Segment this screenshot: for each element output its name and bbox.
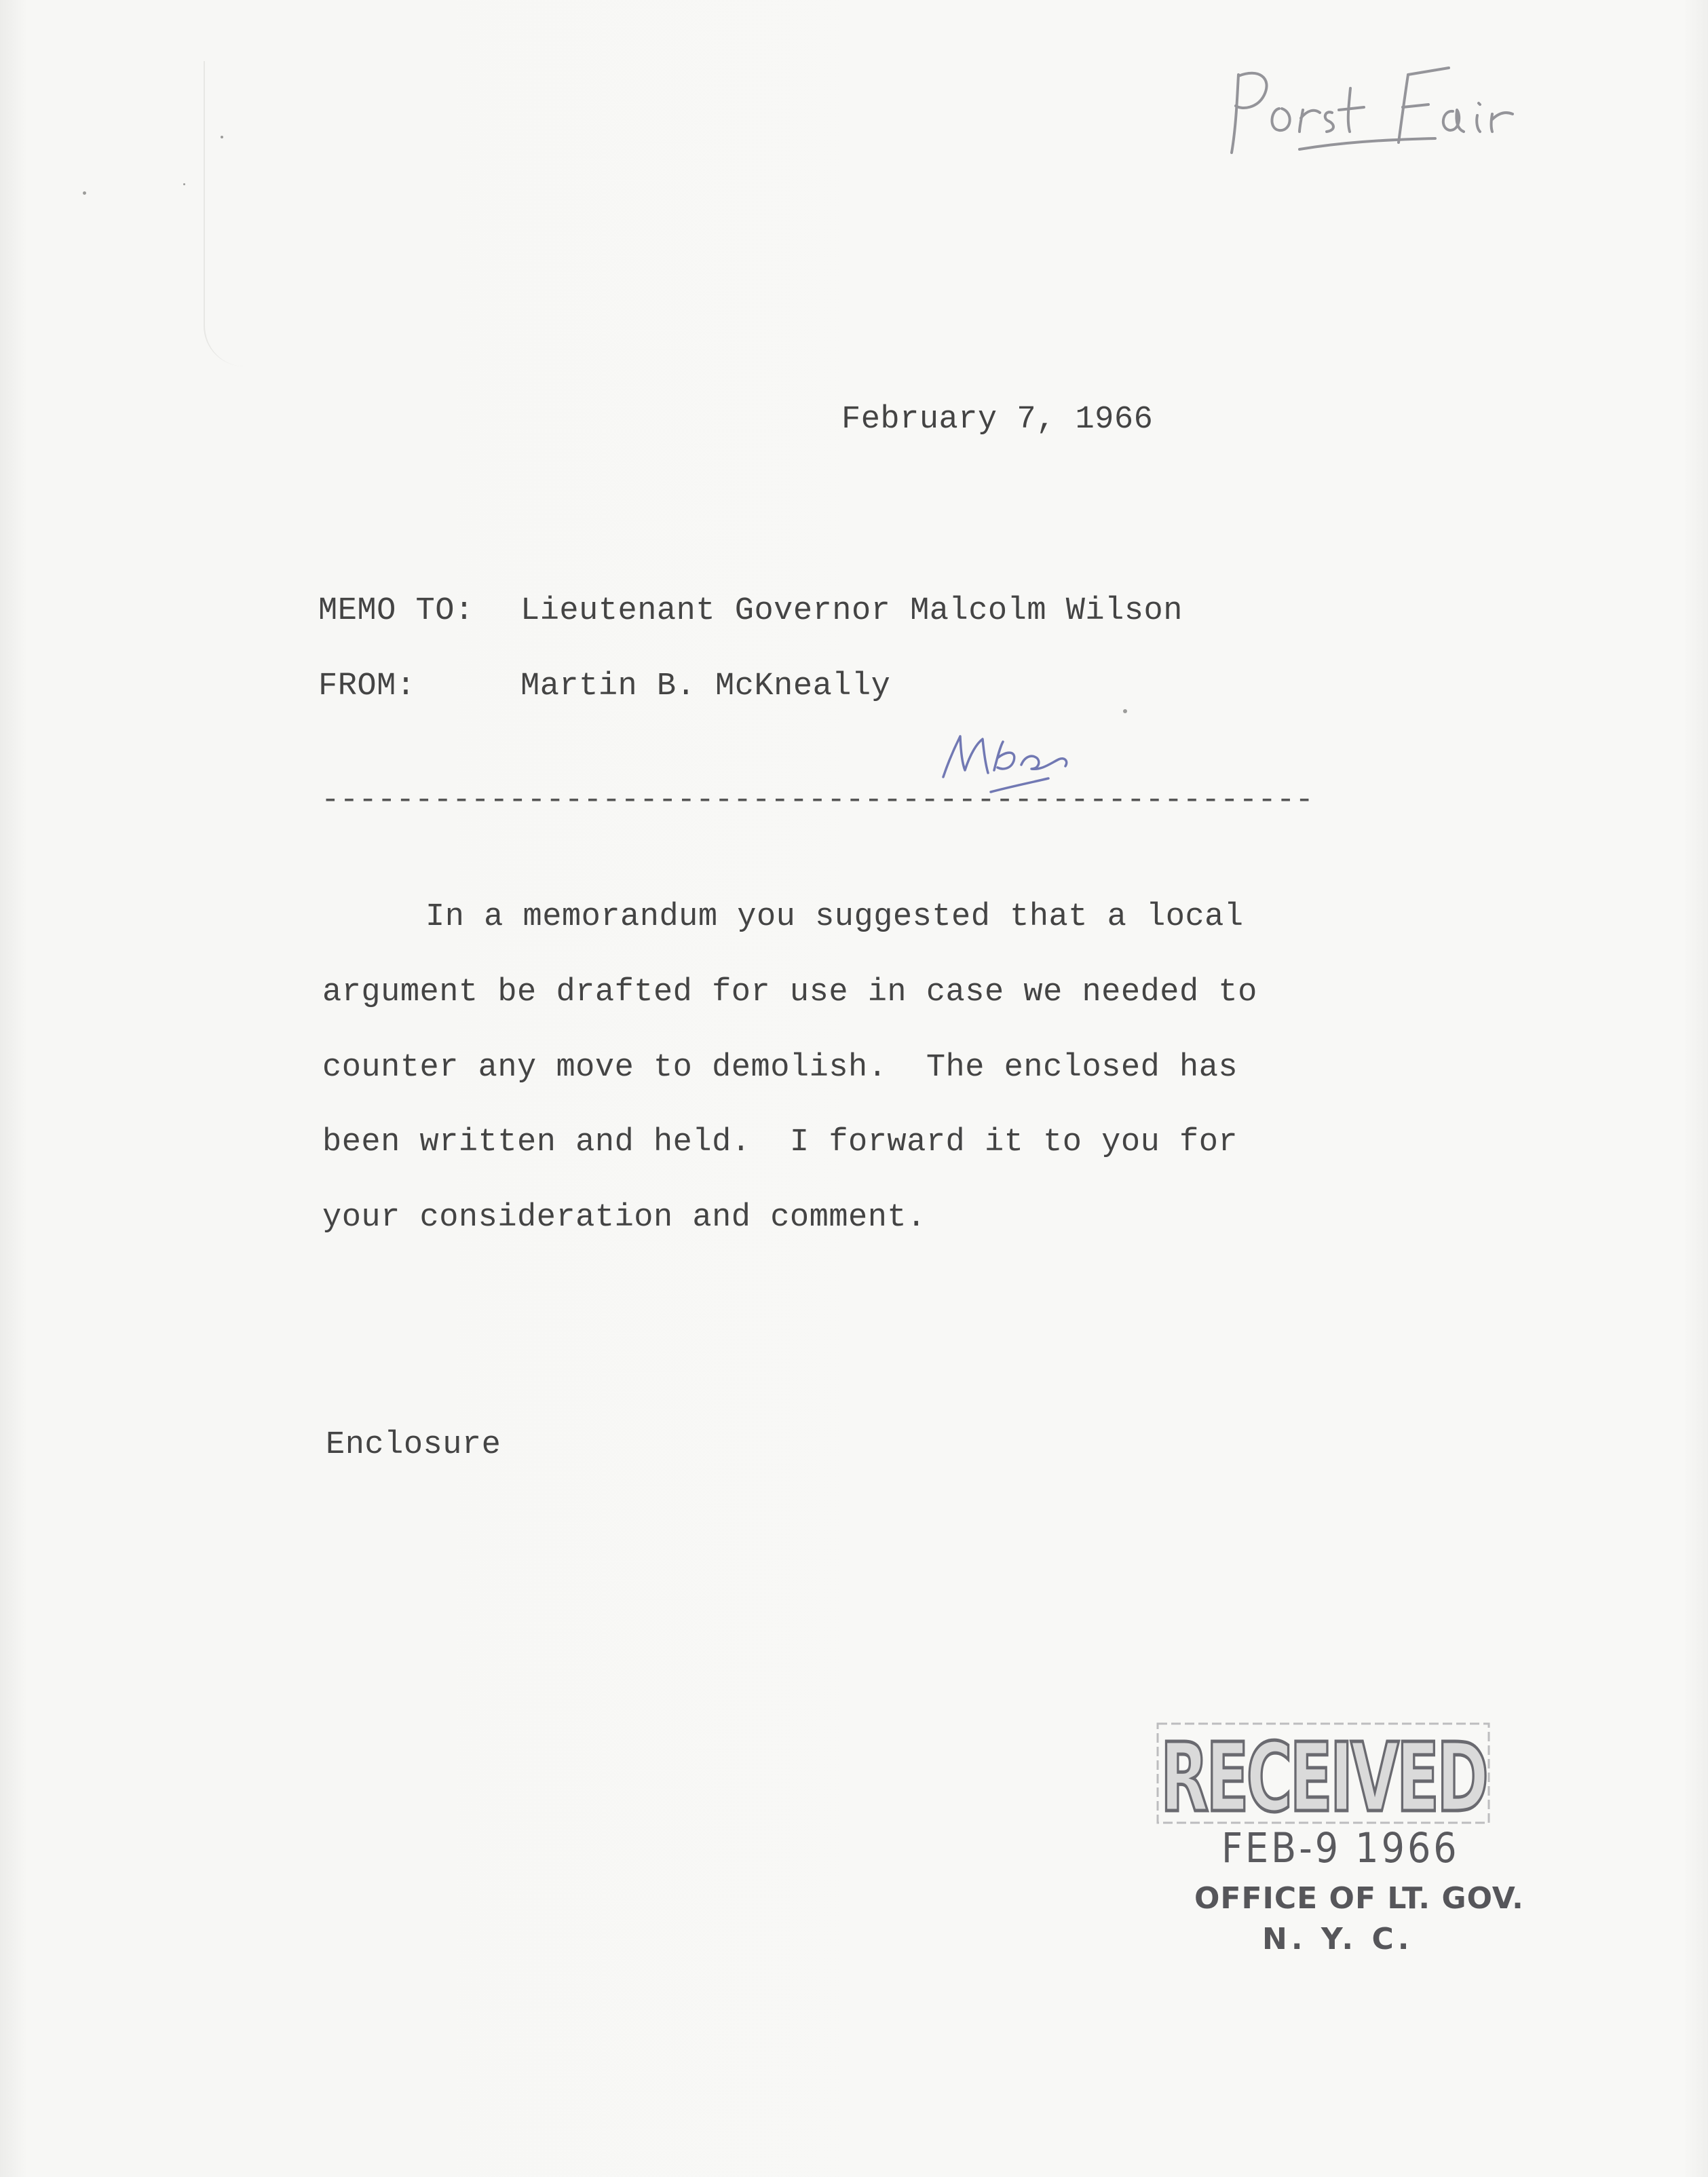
paper-speck bbox=[83, 191, 86, 195]
paper-speck bbox=[1123, 709, 1127, 713]
memo-body-line: your consideration and comment. bbox=[322, 1200, 926, 1236]
memo-date: February 7, 1966 bbox=[841, 402, 1154, 438]
memo-body-line: counter any move to demolish. The enclosed has bbox=[322, 1050, 1238, 1086]
paper-speck bbox=[221, 136, 223, 138]
received-stamp-date: FEB-9 1966 bbox=[1221, 1824, 1460, 1872]
received-stamp bbox=[1154, 1710, 1524, 1961]
received-stamp-title bbox=[1154, 1710, 1493, 1834]
received-stamp-office: OFFICE OF LT. GOV. bbox=[1194, 1881, 1524, 1916]
received-stamp-word: RECEIVED bbox=[1160, 1723, 1486, 1834]
paper-crease bbox=[204, 61, 293, 366]
memo-to-recipient: Lieutenant Governor Malcolm Wilson bbox=[520, 593, 1183, 629]
received-stamp-city: N. Y. C. bbox=[1262, 1922, 1413, 1956]
memo-from-label: FROM: bbox=[318, 668, 416, 704]
handwritten-note bbox=[1211, 48, 1537, 170]
memo-body-line: argument be drafted for use in case we needed to bbox=[322, 974, 1257, 1010]
memo-body-line: In a memorandum you suggested that a local bbox=[425, 899, 1244, 935]
memo-from-sender: Martin B. McKneally bbox=[520, 668, 891, 704]
enclosure-note: Enclosure bbox=[326, 1427, 501, 1463]
paper-speck bbox=[183, 183, 185, 185]
memo-separator: ----------------------------------------------------- bbox=[321, 782, 1314, 818]
memo-to-label: MEMO TO: bbox=[318, 593, 474, 629]
memo-body-line: been written and held. I forward it to you for bbox=[322, 1124, 1238, 1160]
